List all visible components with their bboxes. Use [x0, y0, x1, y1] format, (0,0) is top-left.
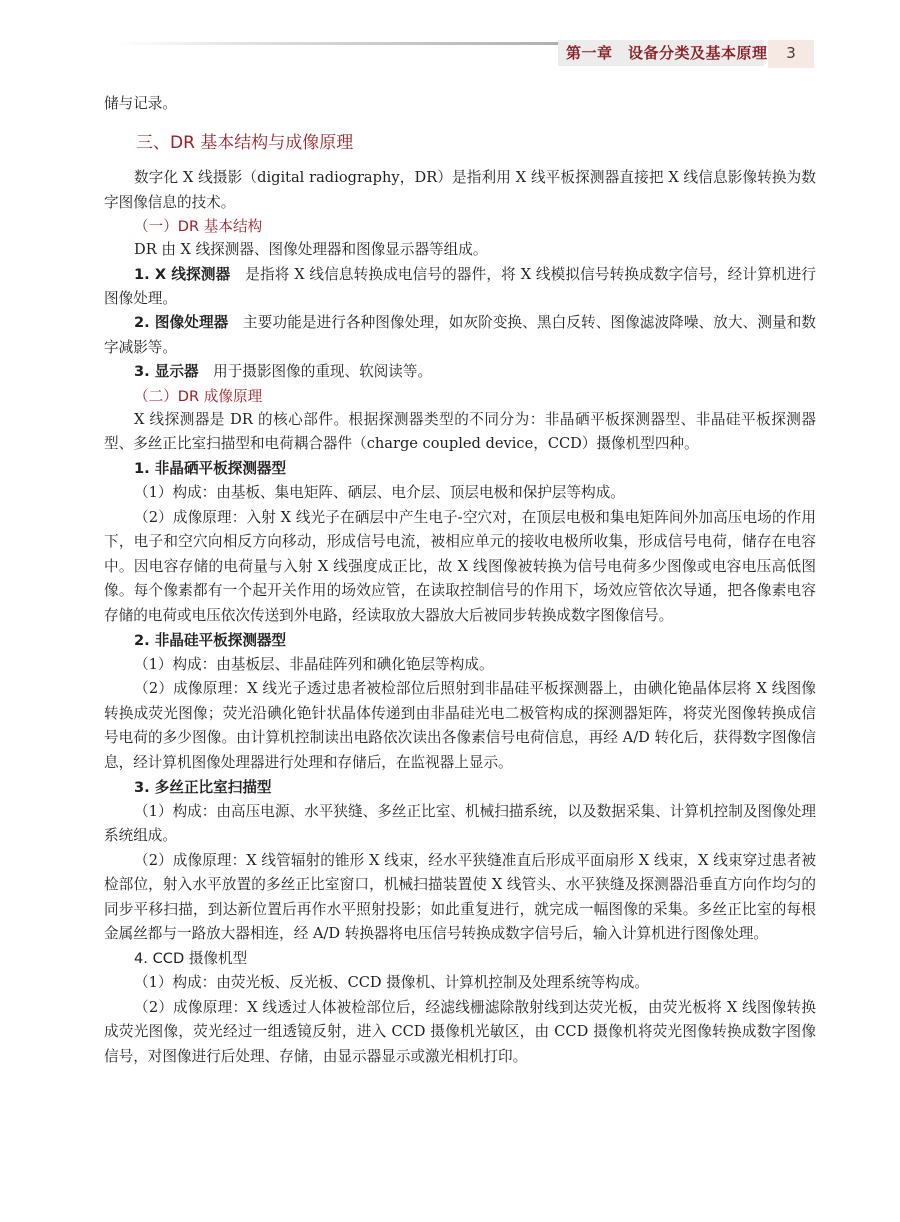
subsection-title-structure: （一）DR 基本结构: [134, 218, 263, 236]
item-title-ccd: 4. CCD 摄像机型: [134, 950, 248, 968]
chapter-title: 第一章 设备分类及基本原理: [566, 44, 768, 62]
item-title-silicon: 2. 非晶硅平板探测器型: [134, 631, 287, 649]
page-number: 3: [786, 44, 796, 62]
paragraph-structure-item-3: [104, 360, 816, 384]
item-text: 主要功能是进行各种图像处理，如灰阶变换、黑白反转、图像滤波降噪、放大、测量和数字减影等。: [104, 314, 816, 356]
header-rule: [113, 42, 558, 45]
item-title-selenium: 1. 非晶硒平板探测器型: [134, 460, 287, 478]
paragraph-intro: 数字化 X 线摄影（digital radiography，DR）是指利用 X 线平板探测器直接把 X 线信息影像转换为数字图像信息的技术。: [104, 169, 816, 211]
section-title: 三、DR 基本结构与成像原理: [136, 133, 354, 154]
paragraph-selenium-principle: （2）成像原理：入射 X 线光子在硒层中产生电子-空穴对，在顶层电极和集电矩阵间外加高压电场的作用下，电子和空穴向相反方向移动，形成信号电流，被相应单元的接收电极所收集，形成信号电荷，储存在电容中。因电容存储的电荷量与入射 X 线强度成正比，故 X 线图像被转换为信号电荷多少图像或电容电压高低图像。每个像素都有一个起开关作用的场效应管，在读取控制信号的作用下，场效应管依次导通，把各像素电容存储的电荷或电压依次传送到外电路，经读取放大器放大后被同步转换成数字图像信号。: [104, 508, 816, 624]
item-text: 是指将 X 线信息转换成电信号的器件，将 X 线模拟信号转换成数字信号，经计算机进行图像处理。: [104, 265, 816, 308]
paragraph-selenium-composition: （1）构成：由基板、集电矩阵、硒层、电介层、顶层电极和保护层等构成。: [134, 484, 625, 502]
paragraph-structure-item-2: [104, 311, 816, 360]
paragraph-principle-intro: X 线探测器是 DR 的核心部件。根据探测器类型的不同分为：非晶硒平板探测器型、非晶硅平板探测器型、多丝正比室扫描型和电荷耦合器件（charge coupled device，CCD）摄像机型四种。: [104, 410, 816, 453]
paragraph-ccd-composition: （1）构成：由荧光板、反光板、CCD 摄像机、计算机控制及处理系统等构成。: [134, 974, 649, 992]
item-lead: 2. 图像处理器: [134, 314, 229, 332]
paragraph-structure-intro: DR 由 X 线探测器、图像处理器和图像显示器等组成。: [134, 241, 488, 259]
paragraph-multiwire-principle: （2）成像原理：X 线管辐射的锥形 X 线束，经水平狭缝准直后形成平面扇形 X 线束，X 线束穿过患者被检部位，射入水平放置的多丝正比室窗口，机械扫描装置使 X 线管头、水平狭缝及探测器沿垂直方向作均匀的同步平移扫描，到达新位置后再作水平照射投影；如此重复进行，就完成一幅图像的采集。多丝正比室的每根金属丝都与一路放大器相连，经 A/D 转换器将电压信号转换成数字信号后，输入计算机进行图像处理。: [104, 851, 816, 942]
item-lead: 3. 显示器: [134, 363, 199, 381]
paragraph-silicon-composition: （1）构成：由基板层、非晶硅阵列和碘化铯层等构成。: [134, 655, 494, 673]
paragraph-ccd-principle: （2）成像原理：X 线透过人体被检部位后，经滤线栅滤除散射线到达荧光板，由荧光板将 X 线图像转换成荧光图像，荧光经过一组透镜反射，进入 CCD 摄像机光敏区，由 CCD 摄像机将荧光图像转换成数字图像信号，对图像进行后处理、存储，由显示器显示或激光相机打印。: [104, 998, 816, 1065]
paragraph-continued: 储与记录。: [104, 95, 177, 112]
paragraph-structure-item-1: [104, 263, 816, 312]
page-body: [104, 92, 816, 1069]
item-title-multiwire: 3. 多丝正比室扫描型: [134, 778, 272, 796]
item-lead: 1. X 线探测器: [134, 265, 231, 283]
paragraph-silicon-principle: （2）成像原理：X 线光子透过患者被检部位后照射到非晶硅平板探测器上，由碘化铯晶体层将 X 线图像转换成荧光图像；荧光沿碘化铯针状晶体传递到由非晶硅光电二极管构成的探测器矩阵，将荧光图像转换成信号电荷的多少图像。由计算机控制读出电路依次读出各像素信号电荷信息，再经 A/D 转化后，获得数字图像信息，经计算机图像处理器进行处理和存储后，在监视器上显示。: [104, 680, 816, 771]
item-text: 用于摄影图像的重现、软阅读等。: [198, 363, 433, 381]
subsection-title-principle: （二）DR 成像原理: [134, 387, 263, 405]
paragraph-multiwire-composition: （1）构成：由高压电源、水平狭缝、多丝正比室、机械扫描系统，以及数据采集、计算机控制及图像处理系统组成。: [104, 802, 816, 845]
